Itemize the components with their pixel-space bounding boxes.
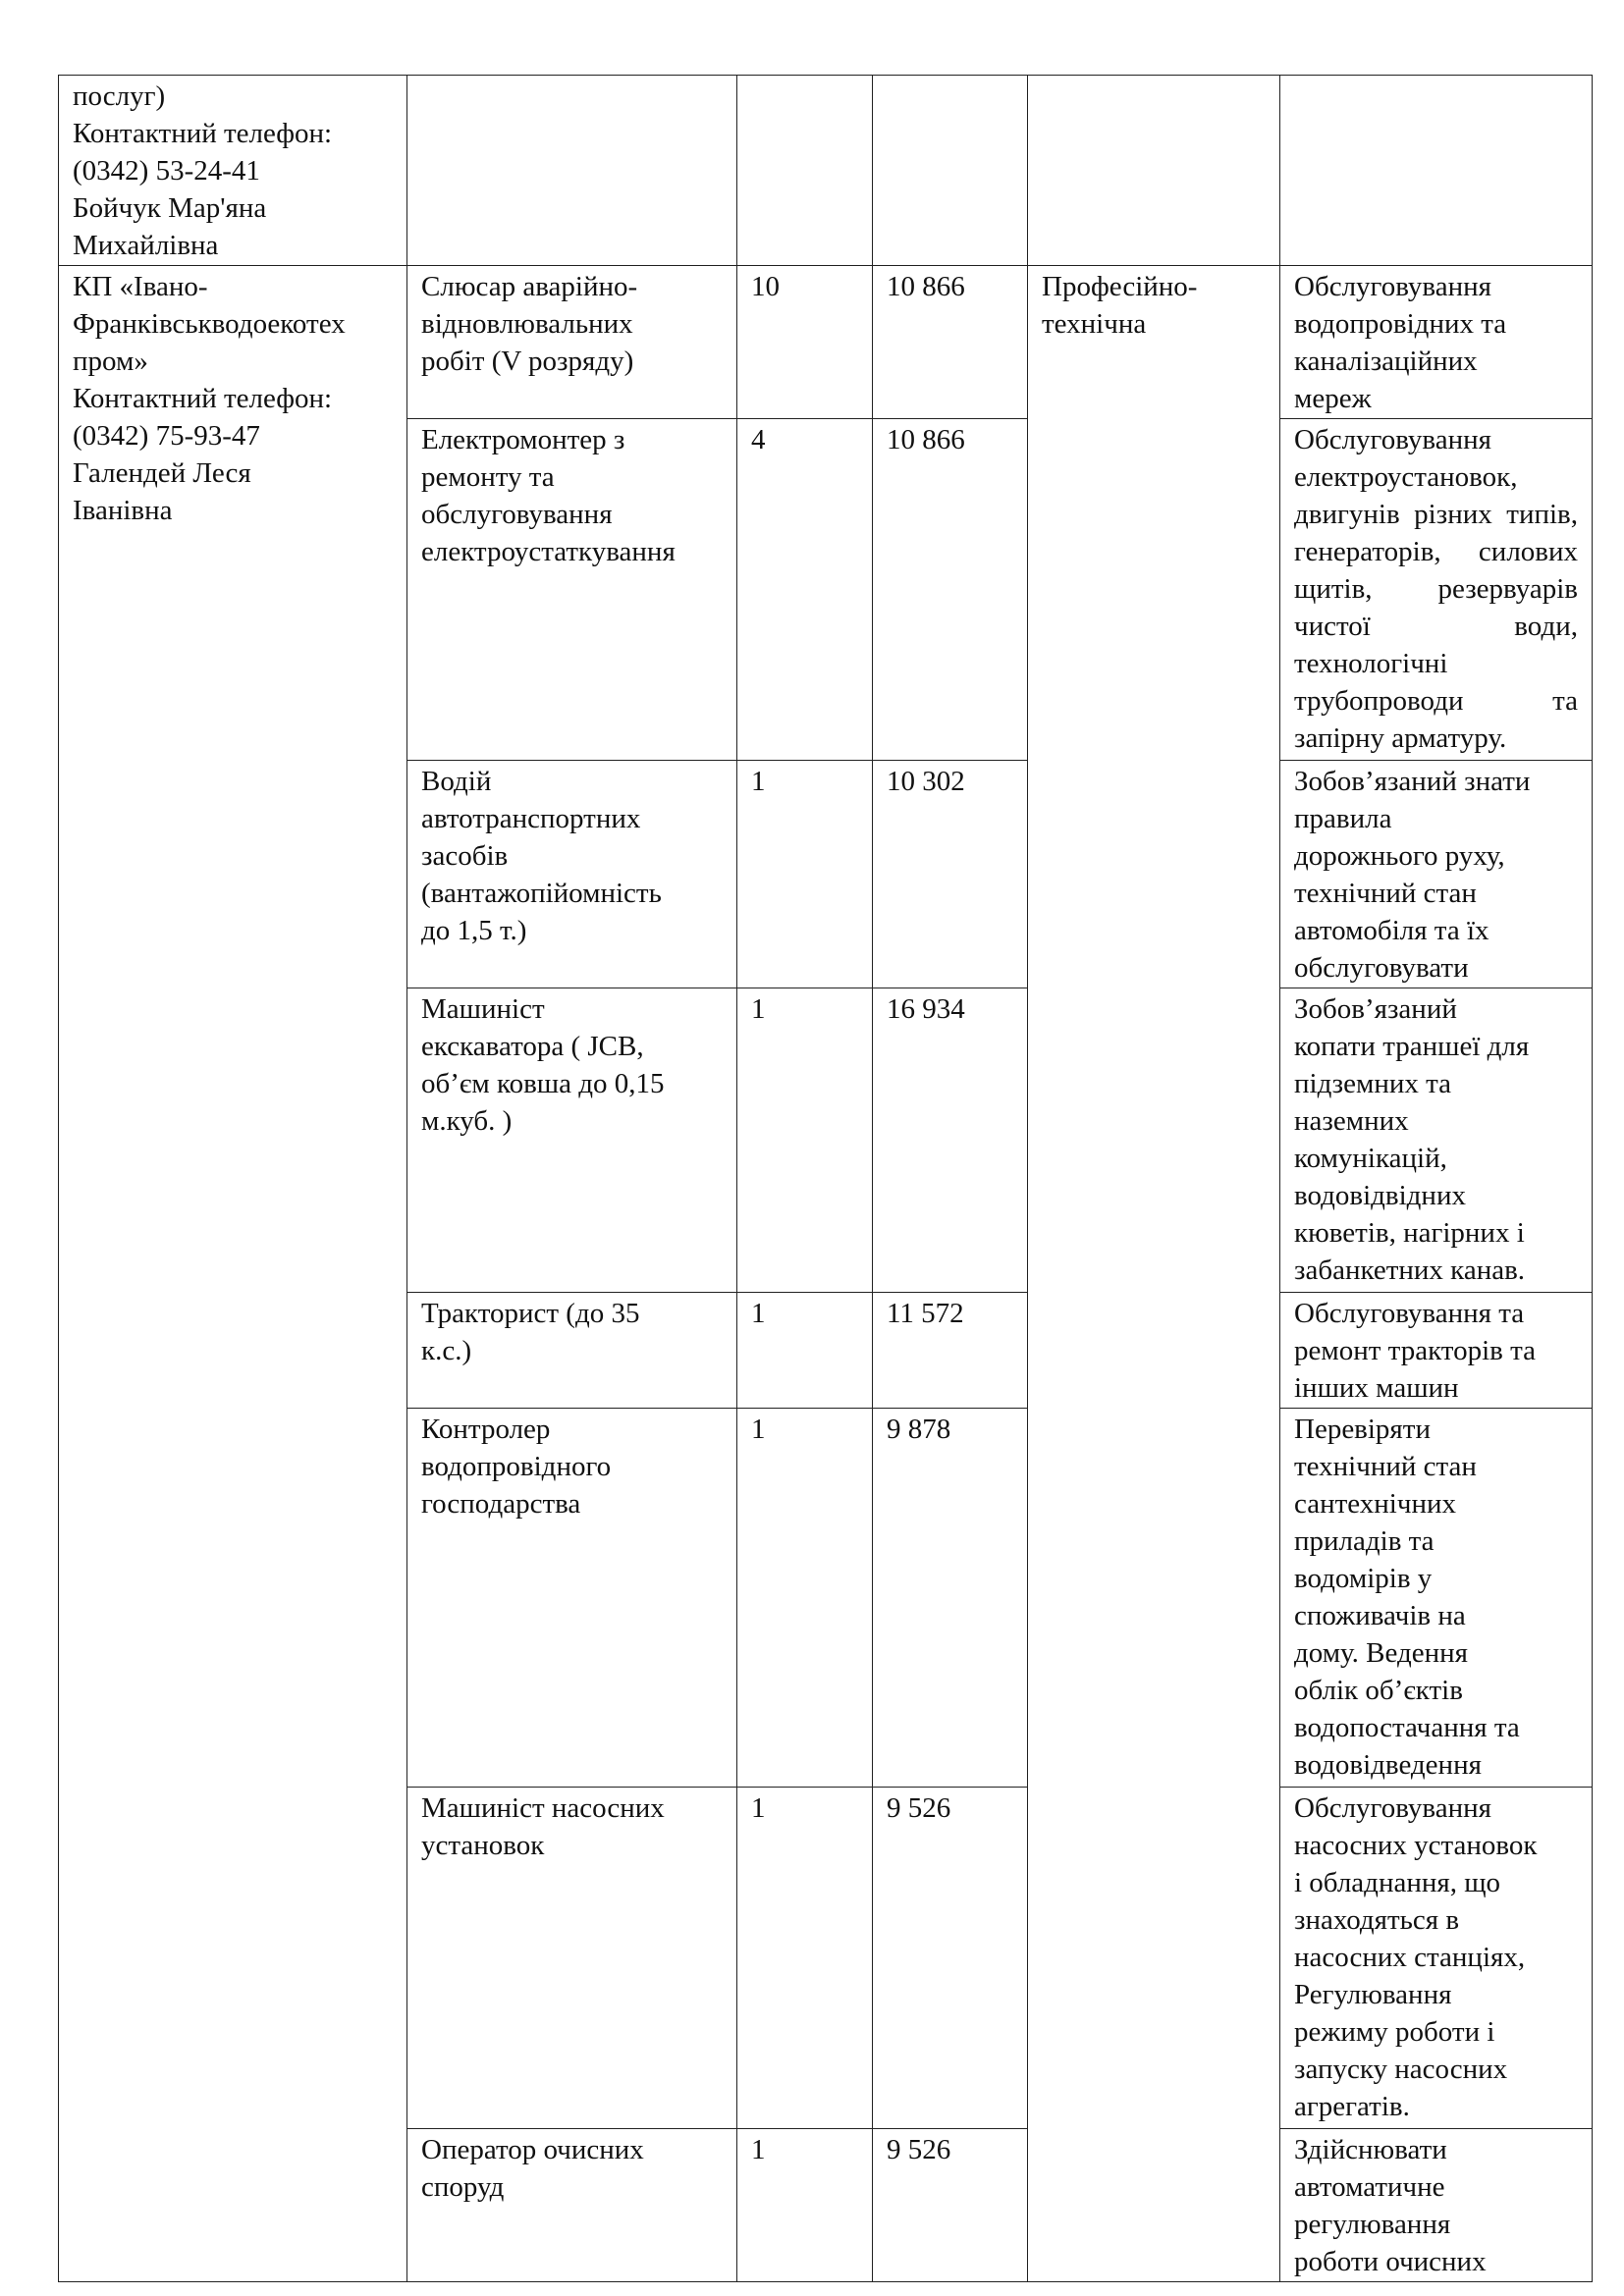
duties-cell: Здійснювати автоматичне регулювання роботи очисних <box>1280 2129 1593 2282</box>
position-cell: Водій автотранспортних засобів (вантажопійомність до 1,5 т.) <box>407 761 737 988</box>
position-cell: Оператор очисних споруд <box>407 2129 737 2282</box>
count-cell: 4 <box>737 419 873 761</box>
salary-cell: 11 572 <box>873 1293 1028 1409</box>
salary-cell: 16 934 <box>873 988 1028 1293</box>
duties-cell: Обслуговування водопровідних та каналізаційних мереж <box>1280 266 1593 419</box>
duties-cell <box>1280 76 1593 266</box>
education-cell <box>1028 76 1280 266</box>
position-cell: Машиніст насосних установок <box>407 1788 737 2129</box>
salary-cell: 9 526 <box>873 2129 1028 2282</box>
duties-cell: Перевіряти технічний стан сантехнічних приладів та водомірів у споживачів на дому. Ведення облік об’єктів водопостачання та водовідведення <box>1280 1409 1593 1788</box>
position-cell: Електромонтер з ремонту та обслуговування електроустаткування <box>407 419 737 761</box>
duties-cell: Обслуговування та ремонт тракторів та інших машин <box>1280 1293 1593 1409</box>
count-cell: 1 <box>737 1409 873 1788</box>
duties-cell: Зобов’язаний копати траншеї для підземних та наземних комунікацій, водовідвідних кюветів, нагірних і забанкетних канав. <box>1280 988 1593 1293</box>
count-cell: 1 <box>737 761 873 988</box>
count-cell: 10 <box>737 266 873 419</box>
duties-cell: Зобов’язаний знати правила дорожнього руху, технічний стан автомобіля та їх обслуговувати <box>1280 761 1593 988</box>
employer-cell: послуг) Контактний телефон: (0342) 53-24-41 Бойчук Мар'яна Михайлівна <box>59 76 407 266</box>
duties-cell: Обслуговування насосних установок і обладнання, що знаходяться в насосних станціях, Регулювання режиму роботи і запуску насосних агрегатів. <box>1280 1788 1593 2129</box>
table-row <box>59 266 1593 419</box>
position-cell: Слюсар аварійно- відновлювальних робіт (V розряду) <box>407 266 737 419</box>
count-cell: 1 <box>737 2129 873 2282</box>
salary-cell: 10 866 <box>873 419 1028 761</box>
vacancies-table <box>58 75 1593 2282</box>
count-cell: 1 <box>737 1293 873 1409</box>
count-cell <box>737 76 873 266</box>
continuation-row <box>59 76 1593 266</box>
salary-cell: 10 866 <box>873 266 1028 419</box>
position-cell: Машиніст екскаватора ( JCB, об’єм ковша до 0,15 м.куб. ) <box>407 988 737 1293</box>
position-cell: Тракторист (до 35 к.с.) <box>407 1293 737 1409</box>
salary-cell: 9 878 <box>873 1409 1028 1788</box>
salary-cell <box>873 76 1028 266</box>
education-cell: Професійно- технічна <box>1028 266 1280 2282</box>
position-cell: Контролер водопровідного господарства <box>407 1409 737 1788</box>
duties-cell: Обслуговування електроустановок, двигунів різних типів, генераторів, силових щитів, резервуарів чистої води, технологічні трубопроводи та запірну арматуру. <box>1280 419 1593 761</box>
salary-cell: 10 302 <box>873 761 1028 988</box>
count-cell: 1 <box>737 988 873 1293</box>
employer-cell: КП «Івано- Франківськводоекотех пром» Контактний телефон: (0342) 75-93-47 Галендей Леся Іванівна <box>59 266 407 2282</box>
salary-cell: 9 526 <box>873 1788 1028 2129</box>
count-cell: 1 <box>737 1788 873 2129</box>
position-cell <box>407 76 737 266</box>
